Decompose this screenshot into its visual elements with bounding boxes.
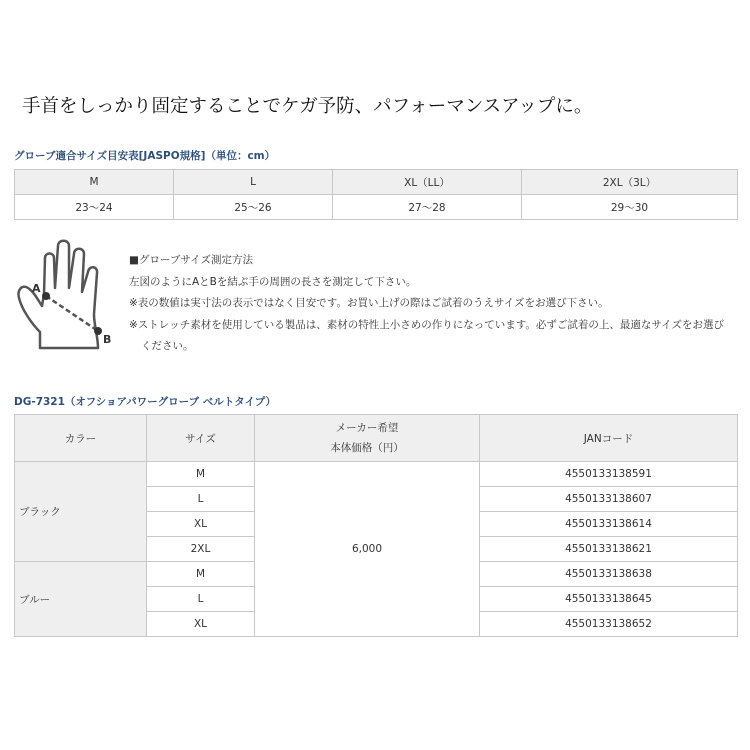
- header-price-line2: 本体価格（円）: [330, 442, 404, 454]
- jan-cell: 4550133138621: [480, 537, 738, 562]
- measure-note-3-cont: ください。: [141, 340, 194, 352]
- header-color: カラー: [15, 415, 147, 462]
- size-header-m: M: [15, 170, 174, 195]
- size-header-l: L: [174, 170, 333, 195]
- size-chart-header-row: [15, 170, 738, 195]
- measure-notes: [129, 250, 724, 358]
- jan-cell: 4550133138645: [480, 587, 738, 612]
- measure-note-3: ※ストレッチ素材を使用している製品は、素材の特性上小さめの作りになっています。必ずご試着の上、最適なサイズをお選び: [129, 318, 725, 331]
- size-cell: 2XL: [147, 537, 255, 562]
- size-cell: L: [147, 487, 255, 512]
- label-b: B: [103, 333, 112, 346]
- size-value-m: 23〜24: [15, 195, 174, 220]
- size-chart-value-row: [15, 195, 738, 220]
- jan-cell: 4550133138652: [480, 612, 738, 637]
- size-value-xl: 27〜28: [333, 195, 522, 220]
- headline: 手首をしっかり固定することでケガ予防、パフォーマンスアップに。: [22, 96, 593, 117]
- jan-cell: 4550133138591: [480, 462, 738, 487]
- size-cell: XL: [147, 512, 255, 537]
- color-blue: ブルー: [15, 562, 147, 637]
- measure-note-1: 左図のようにAとBを結ぶ手の周囲の長さを測定して下さい。: [129, 275, 417, 288]
- point-b: [94, 327, 102, 335]
- measure-note-2: ※表の数値は実寸法の表示ではなく目安です。お買い上げの際はご試着のうえサイズをお選び下さい。: [129, 297, 609, 309]
- size-chart-title: グローブ適合サイズ目安表[JASPO規格]（単位：cm）: [14, 150, 276, 162]
- header-price: [255, 415, 480, 462]
- hand-outline: [19, 241, 98, 348]
- jan-cell: 4550133138638: [480, 562, 738, 587]
- price-cell: 6,000: [255, 462, 480, 637]
- header-price-line1: メーカー希望: [335, 422, 399, 434]
- jan-cell: 4550133138607: [480, 487, 738, 512]
- header-size: サイズ: [147, 415, 255, 462]
- label-a: A: [32, 282, 41, 295]
- size-cell: XL: [147, 612, 255, 637]
- table-row: [15, 462, 738, 487]
- measure-heading: ■グローブサイズ測定方法: [129, 254, 254, 266]
- product-header-row: [15, 415, 738, 462]
- point-a: [42, 292, 50, 300]
- size-header-xl: XL（LL）: [333, 170, 522, 195]
- product-table: [14, 414, 738, 637]
- size-cell: M: [147, 562, 255, 587]
- header-jan: JANコード: [480, 415, 738, 462]
- size-value-l: 25〜26: [174, 195, 333, 220]
- size-value-2xl: 29〜30: [522, 195, 738, 220]
- size-chart-table: [14, 169, 738, 220]
- color-black: ブラック: [15, 462, 147, 562]
- hand-measure-diagram: [14, 236, 124, 354]
- size-header-2xl: 2XL（3L）: [522, 170, 738, 195]
- size-cell: L: [147, 587, 255, 612]
- jan-cell: 4550133138614: [480, 512, 738, 537]
- product-title: DG-7321（オフショアパワーグローブ ベルトタイプ）: [14, 396, 276, 408]
- size-cell: M: [147, 462, 255, 487]
